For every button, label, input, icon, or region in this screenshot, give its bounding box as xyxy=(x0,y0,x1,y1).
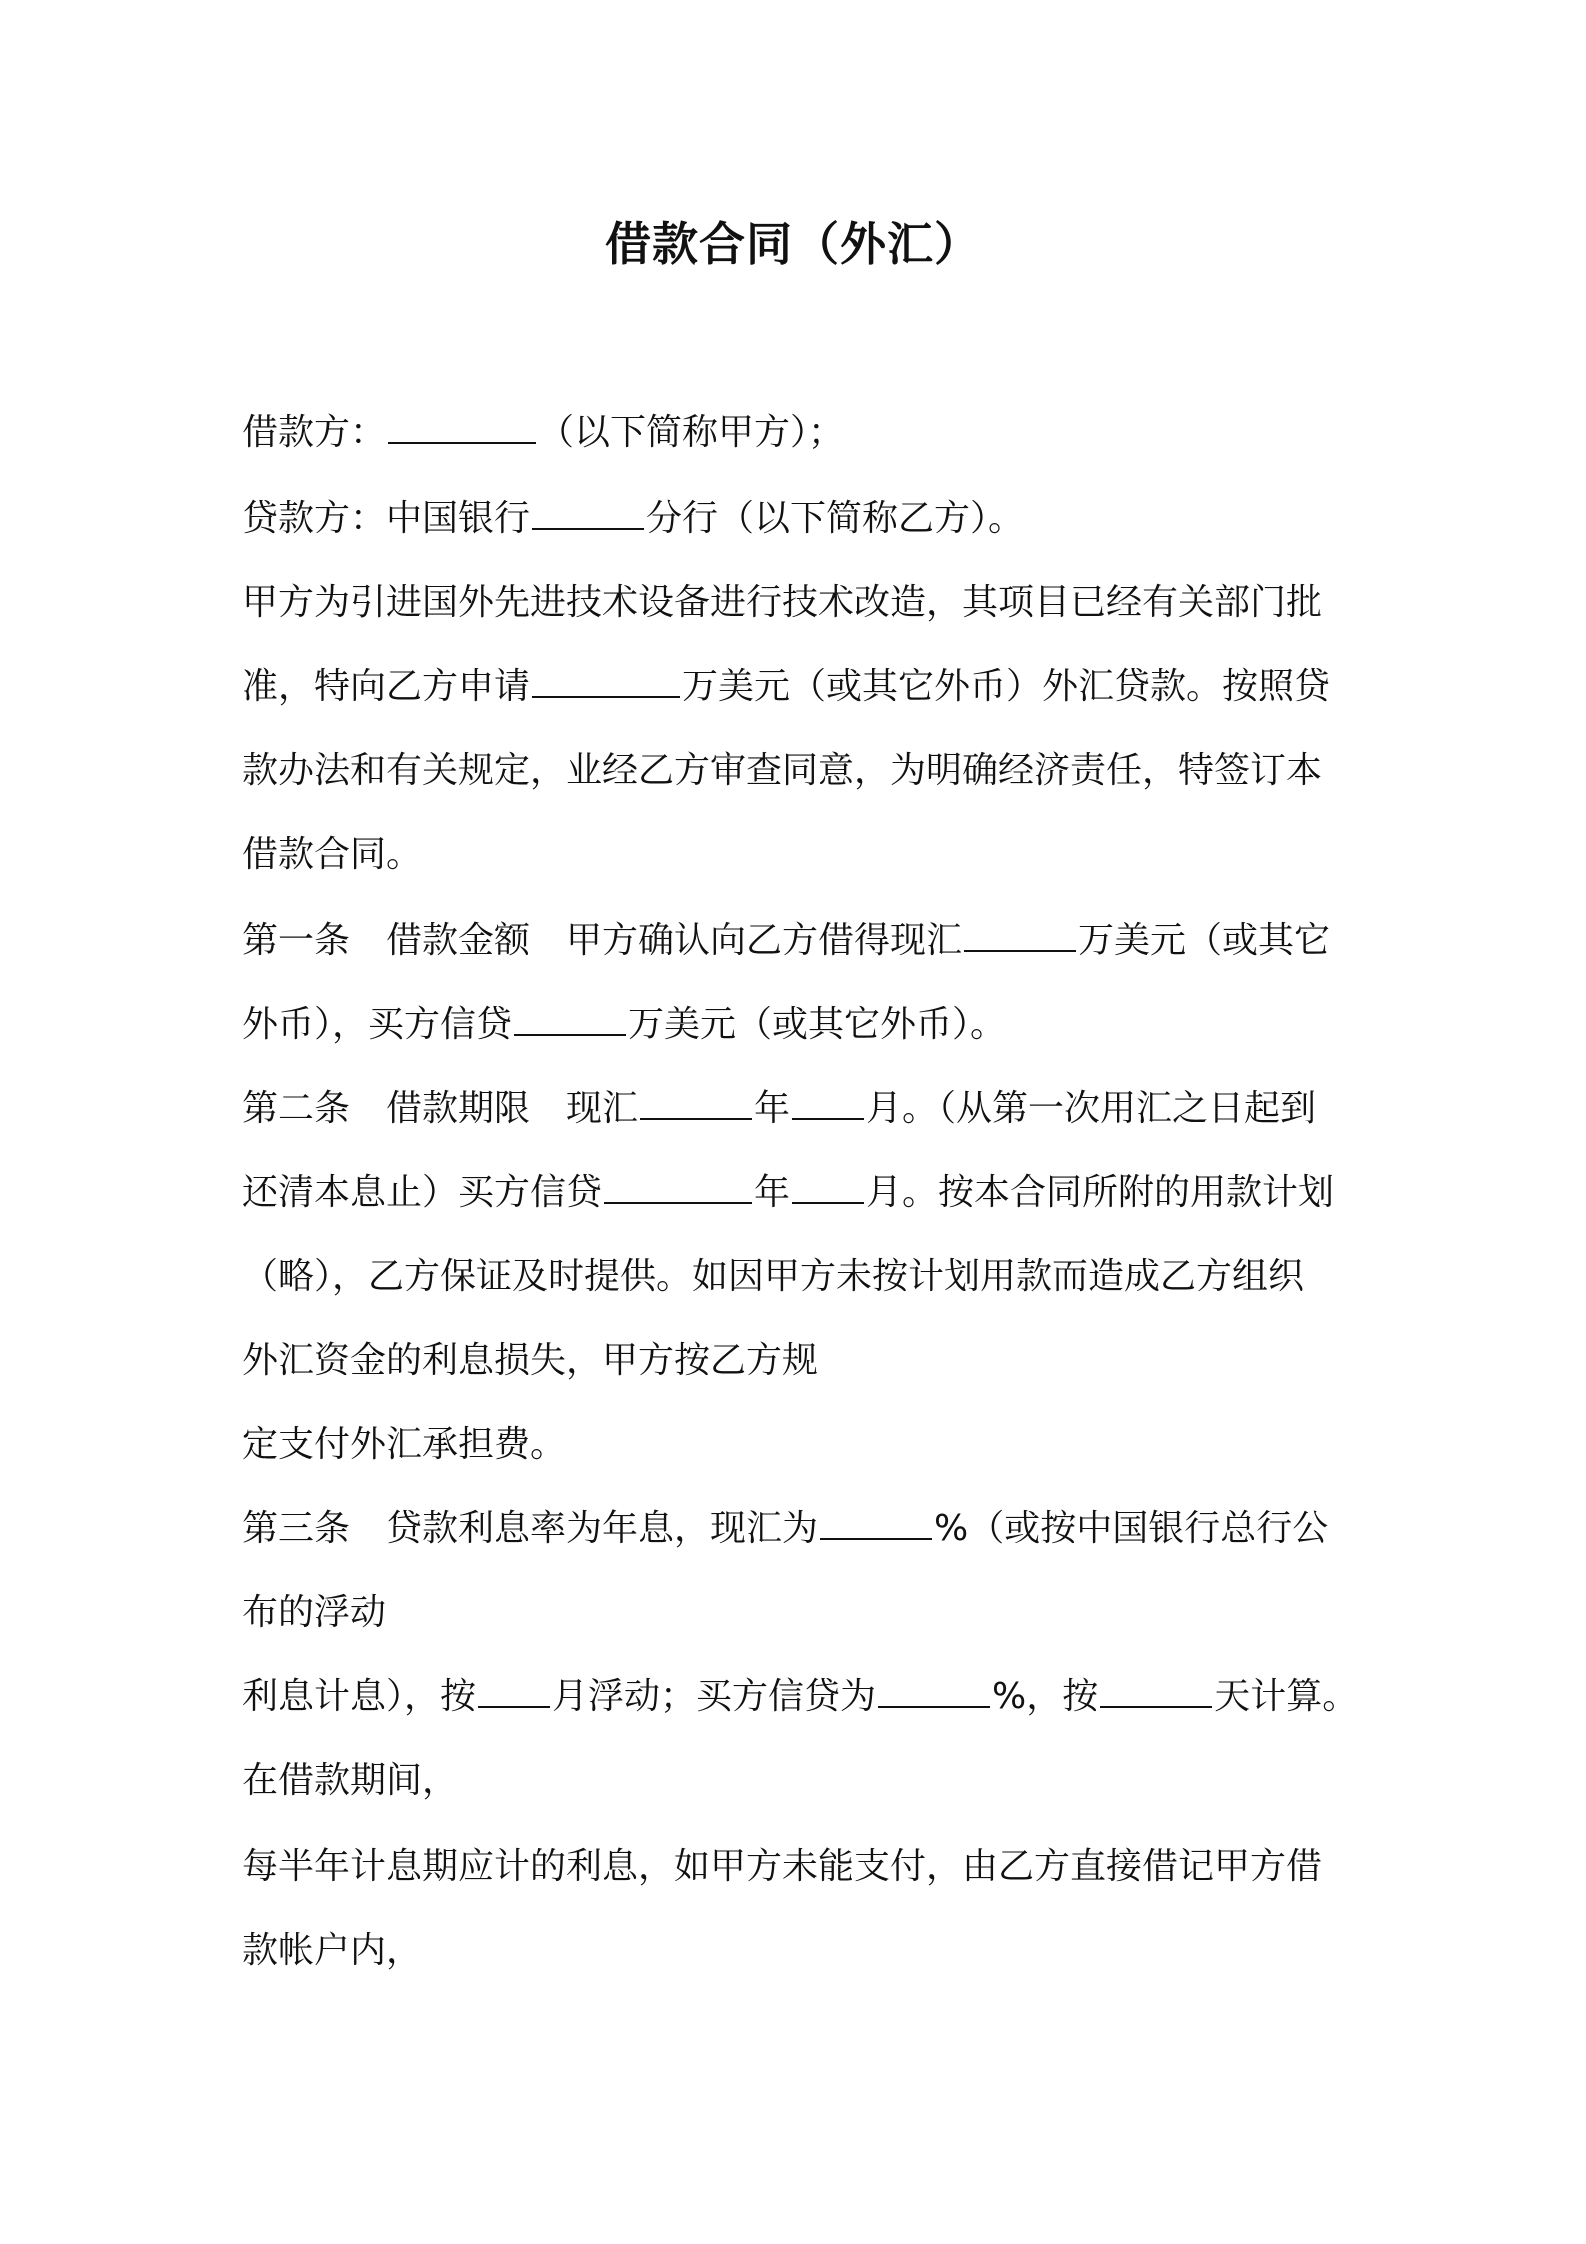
fill-blank xyxy=(478,1672,550,1708)
lender-line xyxy=(242,494,1024,544)
text-segment: 每半年计息期应计的利息，如甲方未能支付，由乙方直接借记甲方借 xyxy=(242,1846,1323,1887)
text-segment: 款帐户内， xyxy=(242,1930,423,1971)
text-segment: 款办法和有关规定，业经乙方审查同意，为明确经济责任，特签订本 xyxy=(242,750,1323,791)
text-segment: 年 xyxy=(754,1088,791,1129)
text-segment: 在借款期间， xyxy=(242,1760,459,1801)
document-title: 借款合同（外汇） xyxy=(605,217,981,271)
paragraph-line xyxy=(242,746,1322,796)
fill-blank xyxy=(514,1000,626,1036)
text-segment: 万美元（或其它外币）。 xyxy=(628,1004,1007,1045)
text-segment: 甲方为引进国外先进技术设备进行技术改造，其项目已经有关部门批 xyxy=(242,582,1323,623)
text-segment: 天计算。 xyxy=(1214,1676,1359,1717)
borrower-line xyxy=(242,408,844,458)
fill-blank xyxy=(820,1504,932,1540)
text-segment: 月。按本合同所附的用款计划 xyxy=(866,1172,1335,1213)
article-2-line xyxy=(242,1084,1316,1134)
text-segment: 借款方： xyxy=(242,412,387,453)
fill-blank xyxy=(604,1168,752,1204)
paragraph-line xyxy=(242,1252,1304,1302)
paragraph-line xyxy=(242,830,422,880)
paragraph-line xyxy=(242,1672,1358,1722)
text-segment: 第三条 贷款利息率为年息，现汇为 xyxy=(242,1508,819,1549)
article-3-line xyxy=(242,1504,1328,1554)
paragraph-line xyxy=(242,662,1330,712)
article-1-line xyxy=(242,916,1330,966)
text-segment: 年 xyxy=(754,1172,791,1213)
paragraph-line xyxy=(242,1168,1334,1218)
fill-blank xyxy=(792,1168,864,1204)
text-segment: 借款合同。 xyxy=(242,834,423,875)
text-segment: %，按 xyxy=(992,1676,1099,1717)
paragraph-line xyxy=(242,1000,1006,1050)
fill-blank xyxy=(640,1084,752,1120)
paragraph-line xyxy=(242,1926,422,1976)
fill-blank xyxy=(532,494,644,530)
paragraph-line xyxy=(242,578,1322,628)
text-segment: 外汇资金的利息损失，甲方按乙方规 xyxy=(242,1340,819,1381)
text-segment: （略），乙方保证及时提供。如因甲方未按计划用款而造成乙方组织 xyxy=(242,1256,1305,1297)
paragraph-line xyxy=(242,1336,818,1386)
text-segment: 万美元（或其它 xyxy=(1078,920,1331,961)
fill-blank xyxy=(388,408,536,444)
text-segment: 准，特向乙方申请 xyxy=(242,666,531,707)
fill-blank xyxy=(964,916,1076,952)
text-segment: 利息计息），按 xyxy=(242,1676,477,1717)
text-segment: 外币），买方信贷 xyxy=(242,1004,513,1045)
fill-blank xyxy=(878,1672,990,1708)
text-segment: 贷款方：中国银行 xyxy=(242,498,531,539)
paragraph-line xyxy=(242,1588,386,1638)
text-segment: 万美元（或其它外币）外汇贷款。按照贷 xyxy=(682,666,1331,707)
text-segment: 第一条 借款金额 甲方确认向乙方借得现汇 xyxy=(242,920,963,961)
text-segment: %（或按中国银行总行公 xyxy=(934,1508,1329,1549)
text-segment: 定支付外汇承担费。 xyxy=(242,1424,567,1465)
fill-blank xyxy=(532,662,680,698)
paragraph-line xyxy=(242,1420,566,1470)
fill-blank xyxy=(792,1084,864,1120)
paragraph-line xyxy=(242,1842,1322,1892)
text-segment: 第二条 借款期限 现汇 xyxy=(242,1088,639,1129)
text-segment: （以下简称甲方）； xyxy=(538,412,845,453)
fill-blank xyxy=(1100,1672,1212,1708)
text-segment: 月浮动；买方信贷为 xyxy=(552,1676,877,1717)
paragraph-line xyxy=(242,1756,458,1806)
text-segment: 布的浮动 xyxy=(242,1592,387,1633)
text-segment: 分行（以下简称乙方）。 xyxy=(646,498,1025,539)
text-segment: 还清本息止）买方信贷 xyxy=(242,1172,603,1213)
text-segment: 月。（从第一次用汇之日起到 xyxy=(866,1088,1317,1129)
